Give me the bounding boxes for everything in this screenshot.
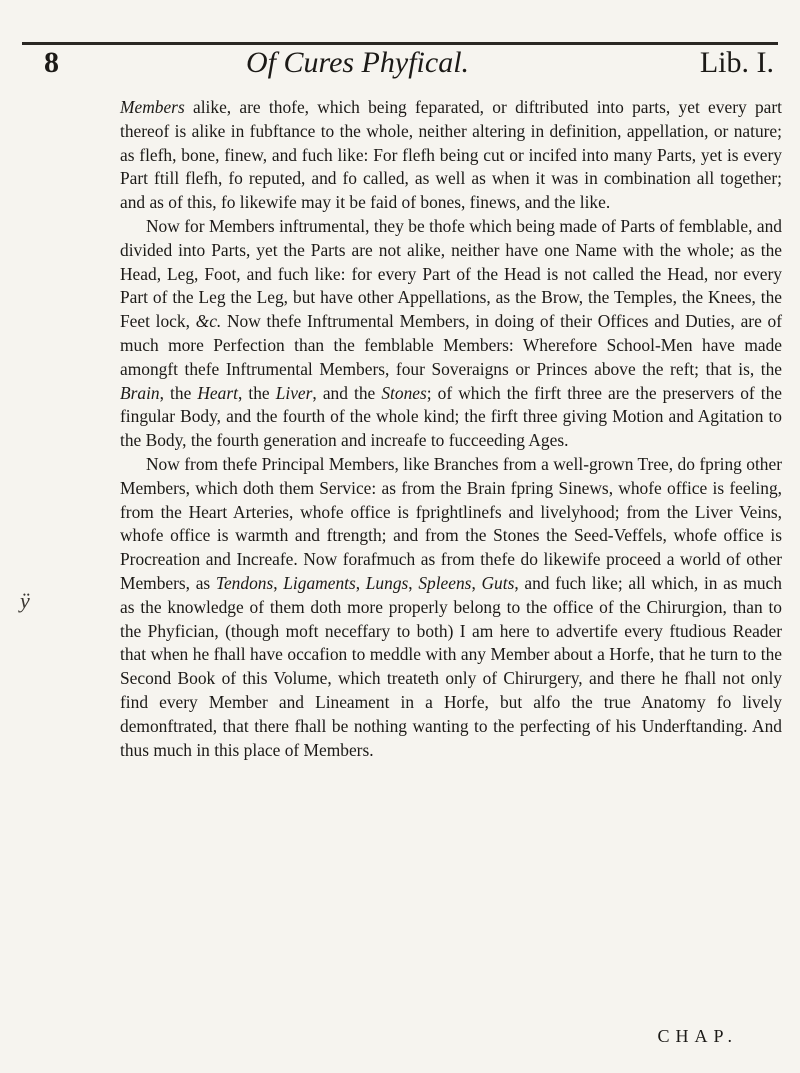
italic-run: Ligaments [283, 572, 356, 593]
italic-run: Tendons [215, 572, 274, 593]
text-run: , [273, 572, 284, 593]
text-run: ; of which the firft three are the preservers of the fingular Body, and the fourth of the whole kind; the firft three giving Motion and Agitation to the Body, the fourth generation and increafe to fucceeding Ages. [120, 382, 782, 451]
text-run: , and the [312, 382, 382, 403]
paragraph [120, 96, 782, 215]
text-run: , the [159, 382, 198, 403]
text-run: , [355, 572, 366, 593]
margin-mark: ÿ [20, 588, 30, 613]
paragraph [120, 453, 782, 762]
italic-run: Liver [275, 382, 313, 403]
italic-run: Heart [197, 382, 238, 403]
text-run: , the [237, 382, 276, 403]
italic-run: Brain [120, 382, 160, 403]
italic-run: &c. [195, 311, 222, 332]
paragraph [120, 215, 782, 453]
header-rule [22, 42, 778, 45]
italic-run: Guts [481, 572, 515, 593]
catchword: CHAP. [657, 1026, 738, 1046]
italic-run: Stones [381, 382, 427, 403]
italic-run: Spleens [418, 572, 472, 593]
body-text [120, 96, 782, 762]
text-run: Now from thefe Principal Members, like Branches from a well-grown Tree, do fpring other Members, which doth them Service: as from the Brain fpring Sinews, whofe office is feeling, from the Heart Arteries, whofe office is fprightlinefs and livelyhood; from the Liver Veins, whofe office is warmth and ftrength; and from the Stones the Seed-Veffels, whofe office is Procreation and Increafe. Now forafmuch as from thefe do likewife proceed a world of other Members, as [120, 453, 782, 593]
text-run: , and fuch like; all which, in as much as the knowledge of them doth more properly belong to the office of the Chirurgion, than to the Phyfician, (though moft neceffary to both) I am here to advertife every ftudious Reader that when he fhall have occafion to meddle with any Member about a Horfe, that he turn to the Second Book of this Volume, which treateth only of Chirurgery, and there he fhall not only find every Member and Lineament in a Horfe, but alfo the true Anatomy fo lively demonftrated, that there fhall be nothing wanting to the perfecting of his Underftanding. And thus much in this place of Members. [120, 572, 782, 760]
text-run: Now thefe Inftrumental Members, in doing of their Offices and Duties, are of much more Perfection than the femblable Members: Wherefore School-Men have made amongft thefe Inftrumental Members, four Soveraigns or Princes above the reft; that is, the [120, 311, 782, 379]
page-number: 8 [44, 46, 59, 79]
text-run: , [471, 572, 482, 593]
text-run: Now for Members inftrumental, they be thofe which being made of Parts of femblable, and divided into Parts, yet the Parts are not alike, neither have one Name with the whole; as the Head, Leg, Foot, and fuch like: for every Part of the Head is not called the Head, nor every Part of the Leg the Leg, but have other Appellations, as the Brow, the Temples, the Knees, the Feet lock, [120, 215, 782, 332]
text-run: , [408, 572, 419, 593]
running-head [14, 44, 786, 84]
running-title: Of Cures Phyfical. [246, 46, 470, 79]
italic-run: Members [120, 97, 185, 117]
text-run: alike, are thofe, which being feparated, or diftributed into parts, yet every part thereof is alike in fubftance to the whole, neither altering in definition, appellation, or nature; as flefh, bone, finew, and fuch like: For flefh being cut or incifed into many Parts, yet is every Part ftill flefh, fo reputed, and fo called, as well as when it was in combination all together; and as of this, fo likewife may it be faid of bones, finews, and the like. [120, 97, 782, 213]
book-reference: Lib. I. [699, 46, 774, 79]
italic-run: Lungs [365, 572, 409, 593]
